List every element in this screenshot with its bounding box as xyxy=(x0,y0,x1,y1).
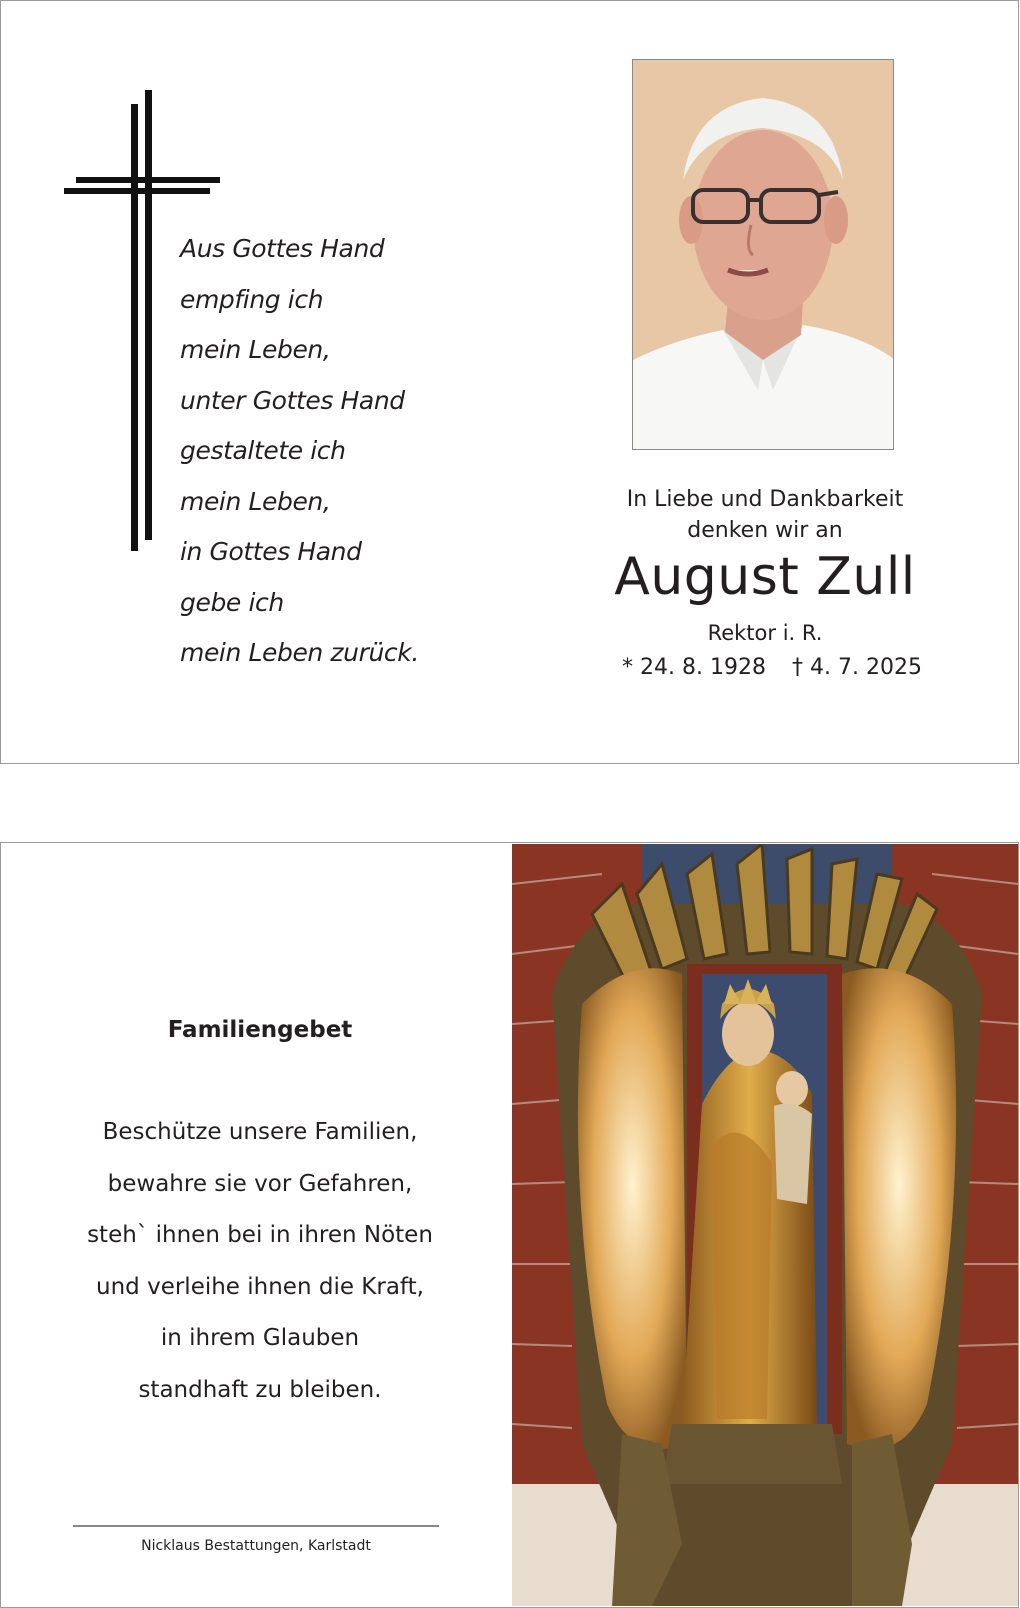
birth-date: * 24. 8. 1928 xyxy=(622,655,766,680)
poem-line: gebe ich xyxy=(180,587,284,617)
poem-line: mein Leben, xyxy=(180,486,331,516)
prayer xyxy=(40,1107,480,1416)
portrait-illustration xyxy=(633,60,894,450)
poem-line: empfing ich xyxy=(180,284,324,314)
poem-line: unter Gottes Hand xyxy=(180,385,405,415)
poem-line: mein Leben, xyxy=(180,335,331,364)
deceased-title: Rektor i. R. xyxy=(707,621,823,645)
poem xyxy=(180,224,419,679)
prayer-line: standhaft zu bleiben. xyxy=(138,1376,382,1403)
deceased-name: August Zull xyxy=(614,547,916,607)
funeral-home: Nicklaus Bestattungen, Karlstadt xyxy=(141,1538,371,1554)
prayer-line: in ihrem Glauben xyxy=(160,1325,360,1351)
dedication-line: denken wir an xyxy=(687,518,843,543)
poem-line: gestaltete ich xyxy=(180,436,346,465)
prayer-line: bewahre sie vor Gefahren, xyxy=(107,1170,413,1197)
prayer-line: und verleihe ihnen die Kraft, xyxy=(96,1273,424,1300)
prayer-title: Familiengebet xyxy=(167,1017,353,1043)
poem-line: Aus Gottes Hand xyxy=(180,234,385,263)
footer-divider xyxy=(73,1525,439,1527)
poem-line: mein Leben zurück. xyxy=(180,638,419,667)
death-date: † 4. 7. 2025 xyxy=(792,655,922,680)
prayer-line: Beschütze unsere Familien, xyxy=(102,1119,418,1145)
dedication xyxy=(600,484,930,546)
prayer-line: steh` ihnen bei in ihren Nöten xyxy=(87,1222,433,1248)
madonna-photo xyxy=(512,844,1018,1606)
portrait-photo xyxy=(632,59,894,450)
poem-line: in Gottes Hand xyxy=(180,537,362,566)
madonna-illustration xyxy=(512,844,1018,1606)
dedication-line: In Liebe und Dankbarkeit xyxy=(626,487,904,512)
